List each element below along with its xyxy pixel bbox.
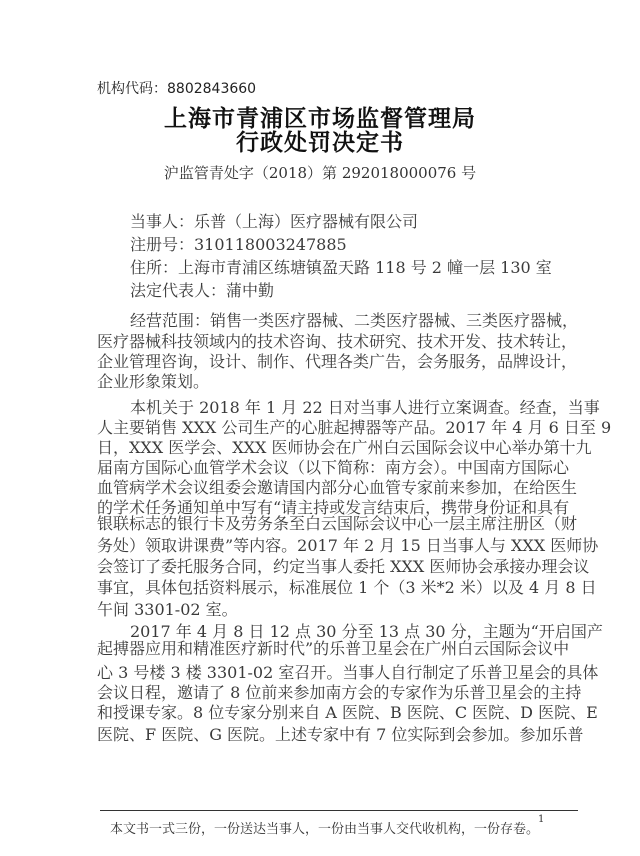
body-line: 人主要销售 XXX 公司生产的心脏起搏器等产品。2017 年 4 月 6 日至 9 <box>97 418 612 437</box>
body-line: 会签订了委托服务合同，约定当事人委托 XXX 医师协会承接办理会议 <box>97 557 590 576</box>
body-line: 届南方国际心血管学术会议（以下简称：南方会）。中国南方国际心 <box>97 458 570 477</box>
address: 住所：上海市青浦区练塘镇盈天路 118 号 2 幢一层 130 室 <box>130 258 552 277</box>
registration-number: 注册号：310118003247885 <box>130 235 347 254</box>
page-number: 1 <box>538 814 545 825</box>
org-code: 机构代码：8802843660 <box>97 81 257 97</box>
body-line: 务处）领取讲课费”等内容。2017 年 2 月 15 日当事人与 XXX 医师协 <box>97 536 599 555</box>
body-line: 企业管理咨询，设计、制作、代理各类广告，会务服务，品牌设计， <box>97 352 578 371</box>
document-subtitle: 行政处罚决定书 <box>236 130 404 156</box>
body-line: 医疗器械科技领域内的技术咨询、技术研究、技术开发、技术转让， <box>97 332 578 351</box>
body-line: 起搏器应用和精准医疗新时代”的乐普卫星会在广州白云国际会议中 <box>97 639 570 658</box>
footer-note: 本文书一式三份，一份送达当事人，一份由当事人交代收机构，一份存卷。 <box>110 822 540 837</box>
body-line: 日，XXX 医学会、XXX 医师协会在广州白云国际会议中心举办第十九 <box>97 438 592 457</box>
party-name: 当事人：乐普（上海）医疗器械有限公司 <box>130 212 419 231</box>
body-line: 午间 3301-02 室。 <box>97 600 238 619</box>
body-line: 2017 年 4 月 8 日 12 点 30 分至 13 点 30 分，主题为“开启国产 <box>130 622 603 641</box>
body-line: 经营范围：销售一类医疗器械、二类医疗器械、三类医疗器械， <box>130 311 579 330</box>
body-line: 事宜，具体包括资料展示，标准展位 1 个（3 米*2 米）以及 4 月 8 日 <box>97 578 597 597</box>
legal-representative: 法定代表人：蒲中勤 <box>130 281 275 300</box>
body-line: 医院、F 医院、G 医院。上述专家中有 7 位实际到会参加。参加乐普 <box>97 725 584 744</box>
body-line: 会议日程，邀请了 8 位前来参加南方会的专家作为乐普卫星会的主持 <box>97 683 582 702</box>
document-title: 上海市青浦区市场监督管理局 <box>164 106 476 132</box>
body-line: 的学术任务通知单中写有“请主持或发言结束后，携带身份证和具有 <box>97 498 570 517</box>
footer-divider <box>100 810 578 811</box>
document-number: 沪监管青处字（2018）第 292018000076 号 <box>163 164 477 182</box>
body-line: 企业形象策划。 <box>97 372 210 391</box>
body-line: 本机关于 2018 年 1 月 22 日对当事人进行立案调查。经查，当事 <box>130 398 600 417</box>
body-line: 银联标志的银行卡及劳务条至白云国际会议中心一层主席注册区（财 <box>97 514 578 533</box>
body-line: 和授课专家。8 位专家分别来自 A 医院、B 医院、C 医院、D 医院、E <box>97 703 598 722</box>
body-line: 心 3 号楼 3 楼 3301-02 室召开。当事人自行制定了乐普卫星会的具体 <box>97 663 599 682</box>
body-line: 血管病学术会议组委会邀请国内部分心血管专家前来参加，在给医生 <box>97 478 578 497</box>
